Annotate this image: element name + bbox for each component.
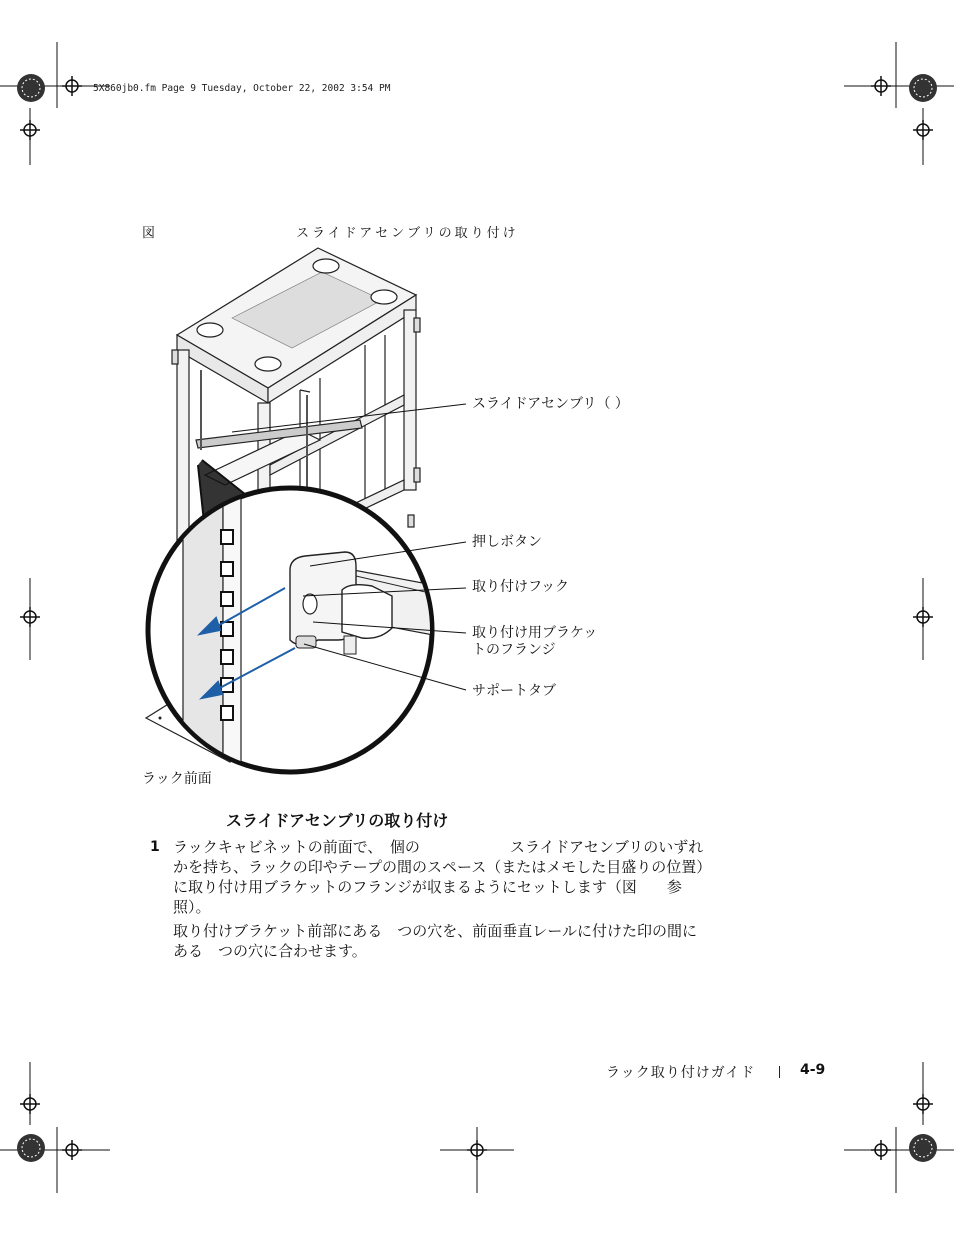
step-number: 1 xyxy=(150,839,160,855)
section-heading: スライドアセンブリの取り付け xyxy=(226,811,449,830)
callout-mounting-hook: 取り付けフック xyxy=(472,579,570,595)
step-line-3: に取り付け用ブラケットのフランジが収まるようにセットします（図 参 xyxy=(173,878,682,896)
callout-bracket-flange-line1: 取り付け用ブラケッ xyxy=(472,625,598,641)
callout-push-button: 押しボタン xyxy=(472,534,542,550)
callout-bracket-flange-line2: トのフランジ xyxy=(472,642,556,658)
step-line-1: ラックキャビネットの前面で、 個の スライドアセンブリのいずれ xyxy=(173,838,704,856)
footer-separator xyxy=(779,1066,780,1078)
rack-front-label: ラック前面 xyxy=(142,771,212,787)
note-line-2: ある つの穴に合わせます。 xyxy=(173,942,367,960)
callout-slide-assembly: スライドアセンブリ（ ） xyxy=(472,396,629,412)
step-line-2: かを持ち、ラックの印やテープの間のスペース（またはメモした目盛りの位置） xyxy=(173,858,712,876)
slug-line: 5X860jb0.fm Page 9 Tuesday, October 22, 2002 3:54 PM xyxy=(93,83,391,94)
step-line-4: 照）。 xyxy=(173,898,211,916)
callout-support-tab: サポートタブ xyxy=(472,683,556,699)
footer-title: ラック取り付けガイド xyxy=(606,1065,756,1081)
note-line-1: 取り付けブラケット前部にある つの穴を、前面垂直レールに付けた印の間に xyxy=(173,922,697,940)
figure-label: 図 xyxy=(142,226,156,241)
figure-title: スライドアセンブリの取り付け xyxy=(296,226,519,241)
page-number: 4-9 xyxy=(800,1062,826,1078)
